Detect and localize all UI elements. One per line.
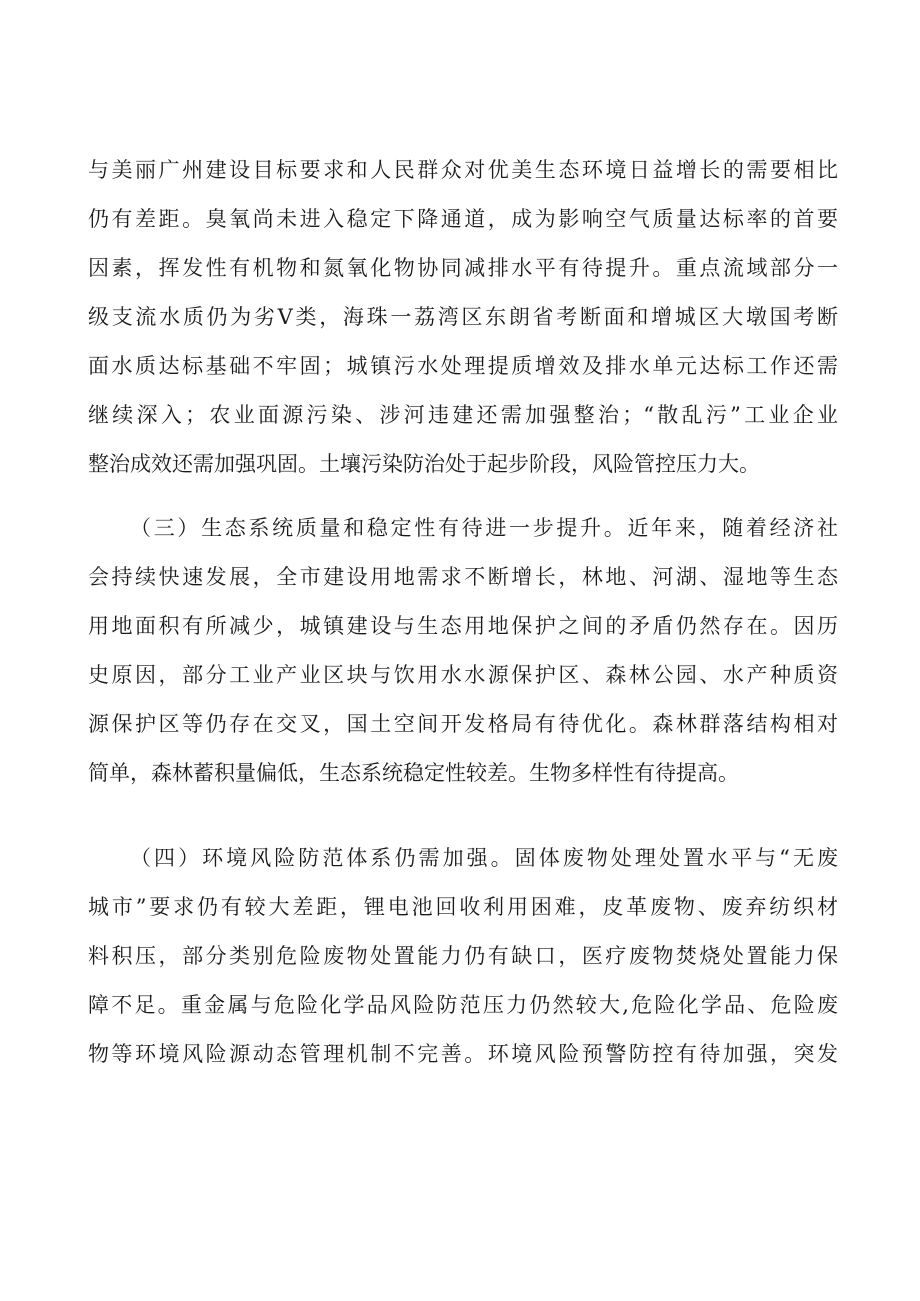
text-line-1: 与美丽广州建设目标要求和人民群众对优美生态环境日益增长的需要相比: [88, 158, 838, 182]
text-line-11: 史原因，部分工业产业区块与饮用水水源保护区、森林公园、水产种质资: [88, 663, 838, 687]
text-line-16: 料积压，部分类别危险废物处置能力仍有缺口，医疗废物焚烧处置能力保: [88, 944, 838, 968]
text-line-9: 会持续快速发展，全市建设用地需求不断增长，林地、河湖、湿地等生态: [88, 565, 838, 589]
text-line-15: 城市”要求仍有较大差距，锂电池回收利用困难，皮革废物、废弃纺织材: [88, 895, 838, 919]
text-line-10: 用地面积有所减少，城镇建设与生态用地保护之间的矛盾仍然存在。因历: [88, 614, 838, 638]
text-line-5: 面水质达标基础不牢固；城镇污水处理提质增效及排水单元达标工作还需: [88, 354, 838, 378]
text-line-18: 物等环境风险源动态管理机制不完善。环境风险预警防控有待加强，突发: [88, 1042, 838, 1066]
text-line-4: 级支流水质仍为劣Ⅴ类，海珠一荔湾区东朗省考断面和增城区大墩国考断: [88, 305, 838, 329]
text-line-3: 因素，挥发性有机物和氮氧化物协同减排水平有待提升。重点流域部分一: [88, 256, 838, 280]
text-line-14: （四）环境风险防范体系仍需加强。固体废物处理处置水平与“无废: [130, 846, 838, 870]
text-line-2: 仍有差距。臭氧尚未进入稳定下降通道，成为影响空气质量达标率的首要: [88, 207, 838, 231]
text-line-6: 继续深入；农业面源污染、涉河违建还需加强整治；“散乱污”工业企业: [88, 403, 838, 427]
text-line-12: 源保护区等仍存在交叉，国土空间开发格局有待优化。森林群落结构相对: [88, 712, 838, 736]
text-line-7: 整治成效还需加强巩固。土壤污染防治处于起步阶段，风险管控压力大。: [88, 452, 760, 476]
text-line-17: 障不足。重金属与危险化学品风险防范压力仍然较大,危险化学品、危险废: [88, 993, 838, 1017]
text-line-13: 简单，森林蓄积量偏低，生态系统稳定性较差。生物多样性有待提高。: [88, 761, 739, 785]
text-line-8: （三）生态系统质量和稳定性有待进一步提升。近年来，随着经济社: [130, 516, 838, 540]
